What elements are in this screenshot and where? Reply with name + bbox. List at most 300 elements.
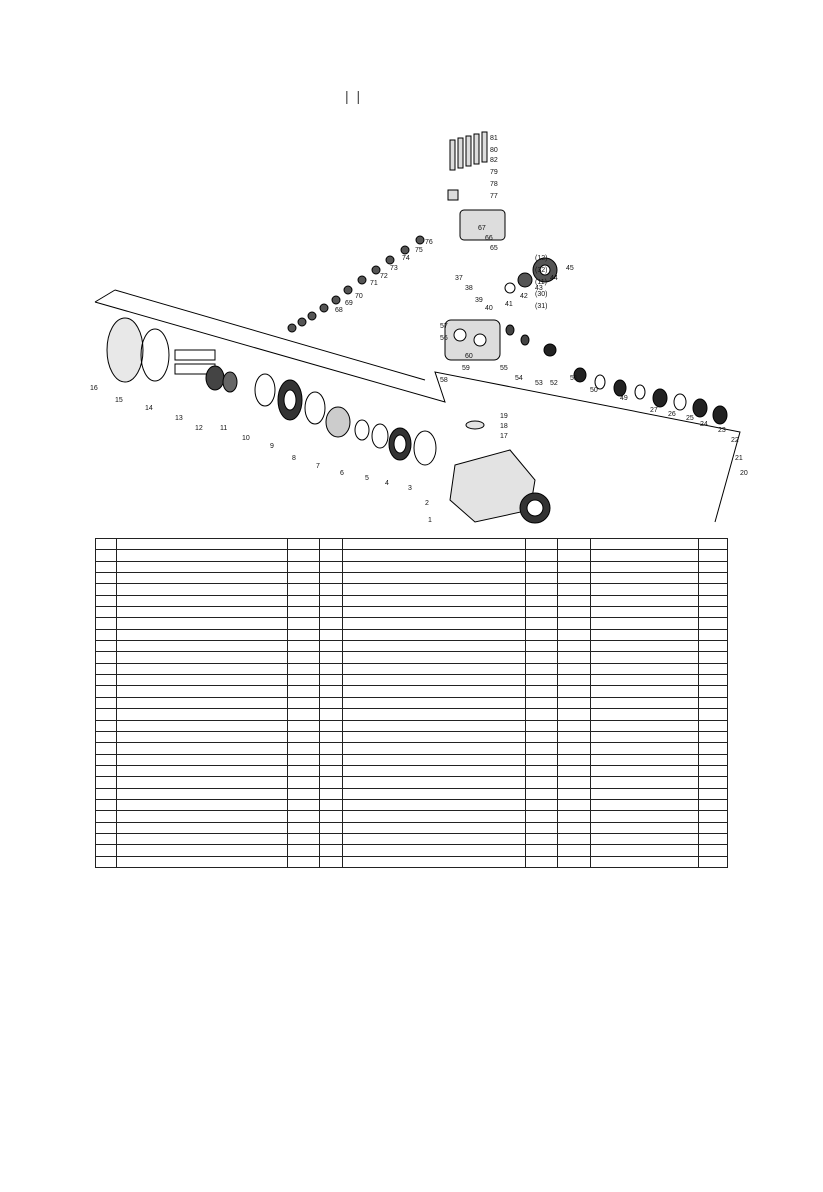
table-cell (343, 697, 526, 708)
table-cell (699, 618, 728, 629)
table-row (96, 663, 728, 674)
table-cell (699, 811, 728, 822)
svg-text:41: 41 (505, 301, 513, 308)
table-cell (117, 550, 288, 561)
svg-text:13: 13 (175, 415, 183, 422)
svg-text:56: 56 (440, 335, 448, 342)
valve-row (288, 236, 424, 332)
table-cell (117, 845, 288, 856)
table-cell (96, 629, 117, 640)
svg-text:12: 12 (195, 425, 203, 432)
table-cell (591, 856, 699, 867)
table-cell (96, 765, 117, 776)
table-cell (591, 743, 699, 754)
table-cell (96, 845, 117, 856)
table-cell (117, 629, 288, 640)
table-row (96, 584, 728, 595)
table-cell (288, 856, 320, 867)
table-cell (320, 686, 343, 697)
table-cell (558, 607, 591, 618)
table-cell (320, 709, 343, 720)
table-cell (288, 618, 320, 629)
table-cell (591, 709, 699, 720)
svg-text:73: 73 (390, 265, 398, 272)
table-cell (288, 720, 320, 731)
table-cell (96, 595, 117, 606)
table-cell (96, 573, 117, 584)
table-row (96, 754, 728, 765)
table-cell (699, 550, 728, 561)
table-cell (96, 584, 117, 595)
svg-text:60: 60 (465, 353, 473, 360)
svg-text:6: 6 (340, 470, 344, 477)
svg-text:49: 49 (620, 395, 628, 402)
table-cell (526, 595, 558, 606)
table-cell (591, 811, 699, 822)
svg-text:40: 40 (485, 305, 493, 312)
table-cell (96, 720, 117, 731)
table-cell (117, 663, 288, 674)
table-cell (96, 561, 117, 572)
table-cell (320, 629, 343, 640)
table-cell (558, 618, 591, 629)
table-cell (320, 811, 343, 822)
exploded-parts-diagram (80, 130, 750, 535)
table-cell (558, 731, 591, 742)
table-cell (96, 833, 117, 844)
table-cell (526, 539, 558, 550)
table-cell (558, 652, 591, 663)
table-cell (343, 856, 526, 867)
table-row (96, 652, 728, 663)
table-cell (343, 765, 526, 776)
table-cell (288, 663, 320, 674)
table-row (96, 561, 728, 572)
table-row (96, 539, 728, 550)
table-cell (558, 811, 591, 822)
svg-text:78: 78 (490, 181, 498, 188)
svg-text:22: 22 (731, 437, 739, 444)
table-cell (526, 652, 558, 663)
table-cell (526, 856, 558, 867)
table-cell (96, 777, 117, 788)
table-cell (558, 777, 591, 788)
svg-text:23: 23 (718, 427, 726, 434)
table-row (96, 686, 728, 697)
table-cell (320, 777, 343, 788)
table-cell (526, 743, 558, 754)
svg-text:26: 26 (668, 411, 676, 418)
table-cell (591, 731, 699, 742)
table-cell (288, 845, 320, 856)
table-cell (558, 686, 591, 697)
svg-text:(12): (12) (535, 255, 548, 262)
table-cell (96, 618, 117, 629)
table-cell (591, 754, 699, 765)
table-cell (117, 799, 288, 810)
svg-text:21: 21 (735, 455, 743, 462)
svg-text:58: 58 (440, 377, 448, 384)
table-row (96, 799, 728, 810)
table-cell (117, 788, 288, 799)
table-cell (591, 765, 699, 776)
table-cell (320, 833, 343, 844)
table-cell (591, 697, 699, 708)
table-cell (343, 641, 526, 652)
table-cell (699, 595, 728, 606)
svg-text:15: 15 (115, 397, 123, 404)
table-cell (117, 743, 288, 754)
table-row (96, 788, 728, 799)
table-row (96, 811, 728, 822)
table-cell (526, 833, 558, 844)
table-cell (558, 561, 591, 572)
table-cell (699, 743, 728, 754)
table-cell (288, 595, 320, 606)
table-cell (558, 833, 591, 844)
table-cell (96, 856, 117, 867)
table-cell (526, 697, 558, 708)
table-cell (117, 607, 288, 618)
table-cell (591, 607, 699, 618)
table-cell (526, 584, 558, 595)
table-cell (343, 607, 526, 618)
table-cell (320, 550, 343, 561)
svg-text:68: 68 (335, 307, 343, 314)
table-cell (320, 539, 343, 550)
table-cell (558, 799, 591, 810)
table-row (96, 743, 728, 754)
table-cell (96, 731, 117, 742)
table-cell (343, 550, 526, 561)
table-cell (96, 697, 117, 708)
table-cell (288, 539, 320, 550)
svg-text:82: 82 (490, 157, 498, 164)
table-cell (526, 754, 558, 765)
table-cell (526, 641, 558, 652)
svg-text:3: 3 (408, 485, 412, 492)
table-cell (117, 811, 288, 822)
table-cell (699, 765, 728, 776)
table-cell (96, 675, 117, 686)
table-cell (526, 709, 558, 720)
table-cell (288, 822, 320, 833)
table-cell (558, 845, 591, 856)
table-cell (117, 539, 288, 550)
table-cell (288, 607, 320, 618)
motor-flange (107, 318, 215, 382)
table-cell (96, 822, 117, 833)
table-cell (699, 833, 728, 844)
svg-text:81: 81 (490, 135, 498, 142)
svg-text:51: 51 (570, 375, 578, 382)
table-cell (591, 663, 699, 674)
table-cell (343, 584, 526, 595)
table-cell (96, 641, 117, 652)
table-cell (343, 561, 526, 572)
table-cell (591, 845, 699, 856)
table-cell (320, 822, 343, 833)
svg-text:5: 5 (365, 475, 369, 482)
table-cell (591, 573, 699, 584)
svg-text:10: 10 (242, 435, 250, 442)
table-cell (117, 584, 288, 595)
table-cell (320, 731, 343, 742)
table-cell (591, 822, 699, 833)
table-cell (96, 607, 117, 618)
svg-text:65: 65 (490, 245, 498, 252)
table-cell (699, 539, 728, 550)
table-cell (343, 686, 526, 697)
table-cell (558, 641, 591, 652)
table-row (96, 777, 728, 788)
table-cell (320, 675, 343, 686)
svg-text:11: 11 (220, 425, 228, 432)
seal-row (506, 325, 727, 424)
svg-text:24: 24 (700, 421, 708, 428)
svg-text:52: 52 (550, 380, 558, 387)
table-cell (526, 845, 558, 856)
table-cell (288, 629, 320, 640)
table-cell (343, 709, 526, 720)
table-cell (343, 652, 526, 663)
svg-text:17: 17 (500, 433, 508, 440)
table-cell (591, 618, 699, 629)
table-cell (591, 641, 699, 652)
table-cell (96, 652, 117, 663)
table-cell (117, 675, 288, 686)
table-cell (117, 777, 288, 788)
table-cell (320, 652, 343, 663)
table-cell (591, 720, 699, 731)
table-cell (288, 652, 320, 663)
table-cell (558, 822, 591, 833)
table-row (96, 697, 728, 708)
table-cell (288, 686, 320, 697)
table-row (96, 675, 728, 686)
svg-text:75: 75 (415, 247, 423, 254)
table-cell (526, 573, 558, 584)
table-cell (699, 845, 728, 856)
svg-text:44: 44 (550, 275, 558, 282)
table-cell (320, 856, 343, 867)
table-cell (117, 731, 288, 742)
svg-text:37: 37 (455, 275, 463, 282)
table-cell (117, 720, 288, 731)
table-cell (699, 777, 728, 788)
table-cell (591, 833, 699, 844)
table-cell (343, 573, 526, 584)
svg-text:16: 16 (90, 385, 98, 392)
table-cell (526, 663, 558, 674)
table-cell (558, 550, 591, 561)
table-cell (591, 788, 699, 799)
table-cell (526, 550, 558, 561)
svg-text:38: 38 (465, 285, 473, 292)
table-cell (699, 652, 728, 663)
table-cell (96, 799, 117, 810)
table-cell (591, 550, 699, 561)
svg-text:9: 9 (270, 443, 274, 450)
table-cell (343, 811, 526, 822)
table-row (96, 822, 728, 833)
table-cell (96, 743, 117, 754)
table-cell (699, 822, 728, 833)
table-cell (288, 641, 320, 652)
table-cell (288, 765, 320, 776)
table-cell (117, 595, 288, 606)
table-cell (288, 833, 320, 844)
svg-text:57: 57 (440, 323, 448, 330)
table-cell (558, 765, 591, 776)
table-cell (288, 675, 320, 686)
svg-text:42: 42 (520, 293, 528, 300)
table-cell (558, 709, 591, 720)
table-cell (96, 811, 117, 822)
svg-text:20: 20 (740, 470, 748, 477)
table-cell (591, 539, 699, 550)
table-cell (699, 731, 728, 742)
table-cell (699, 686, 728, 697)
table-cell (558, 788, 591, 799)
table-cell (288, 788, 320, 799)
table-cell (320, 584, 343, 595)
table-cell (343, 720, 526, 731)
svg-text:39: 39 (475, 297, 483, 304)
table-cell (699, 720, 728, 731)
table-cell (558, 675, 591, 686)
table-cell (699, 629, 728, 640)
table-cell (526, 686, 558, 697)
table-cell (526, 675, 558, 686)
table-row (96, 856, 728, 867)
svg-text:1: 1 (428, 517, 432, 524)
table-cell (699, 754, 728, 765)
table-cell (591, 652, 699, 663)
table-cell (117, 652, 288, 663)
table-cell (288, 777, 320, 788)
table-cell (288, 550, 320, 561)
table-cell (343, 754, 526, 765)
table-row (96, 641, 728, 652)
svg-text:66: 66 (485, 235, 493, 242)
svg-text:43: 43 (535, 285, 543, 292)
table-cell (343, 799, 526, 810)
table-row (96, 618, 728, 629)
svg-text:(30): (30) (535, 291, 548, 298)
table-row (96, 607, 728, 618)
table-cell (288, 584, 320, 595)
table-cell (320, 788, 343, 799)
table-cell (558, 663, 591, 674)
svg-text:79: 79 (490, 169, 498, 176)
table-row (96, 629, 728, 640)
table-cell (117, 573, 288, 584)
table-cell (526, 731, 558, 742)
table-cell (288, 754, 320, 765)
table-cell (699, 641, 728, 652)
svg-text:(31): (31) (535, 303, 548, 310)
table-cell (343, 777, 526, 788)
svg-text:72: 72 (380, 273, 388, 280)
table-cell (96, 663, 117, 674)
table-cell (699, 788, 728, 799)
table-cell (288, 743, 320, 754)
table-cell (526, 720, 558, 731)
page-title-mark: | | (345, 88, 363, 104)
table-cell (591, 799, 699, 810)
table-cell (591, 584, 699, 595)
table-row (96, 573, 728, 584)
svg-text:4: 4 (385, 480, 389, 487)
table-cell (699, 663, 728, 674)
svg-text:8: 8 (292, 455, 296, 462)
table-cell (526, 788, 558, 799)
table-cell (343, 629, 526, 640)
table-cell (558, 595, 591, 606)
table-cell (288, 573, 320, 584)
svg-text:7: 7 (316, 463, 320, 470)
table-cell (591, 561, 699, 572)
table-cell (320, 754, 343, 765)
table-cell (320, 618, 343, 629)
table-cell (320, 845, 343, 856)
table-cell (96, 709, 117, 720)
table-cell (117, 686, 288, 697)
table-cell (320, 641, 343, 652)
table-cell (288, 697, 320, 708)
table-cell (117, 822, 288, 833)
table-cell (288, 561, 320, 572)
table-cell (343, 788, 526, 799)
table-cell (320, 663, 343, 674)
table-cell (343, 743, 526, 754)
table-cell (558, 720, 591, 731)
table-cell (558, 629, 591, 640)
table-cell (526, 822, 558, 833)
table-cell (117, 641, 288, 652)
table-row (96, 720, 728, 731)
svg-text:(11): (11) (535, 279, 547, 286)
table-cell (558, 754, 591, 765)
table-cell (591, 777, 699, 788)
table-cell (526, 765, 558, 776)
table-cell (699, 584, 728, 595)
diagram-frame (95, 290, 740, 522)
table-cell (320, 573, 343, 584)
table-cell (343, 822, 526, 833)
table-cell (320, 743, 343, 754)
svg-text:27: 27 (650, 407, 658, 414)
table-row (96, 595, 728, 606)
svg-text:53: 53 (535, 380, 543, 387)
table-cell (343, 833, 526, 844)
table-cell (320, 561, 343, 572)
table-row (96, 550, 728, 561)
table-row (96, 765, 728, 776)
table-cell (526, 629, 558, 640)
svg-text:2: 2 (425, 500, 429, 507)
svg-text:77: 77 (490, 193, 498, 200)
svg-text:70: 70 (355, 293, 363, 300)
table-cell (558, 697, 591, 708)
table-cell (117, 856, 288, 867)
table-cell (526, 561, 558, 572)
table-cell (320, 720, 343, 731)
table-cell (96, 539, 117, 550)
table-cell (699, 697, 728, 708)
svg-text:67: 67 (478, 225, 486, 232)
